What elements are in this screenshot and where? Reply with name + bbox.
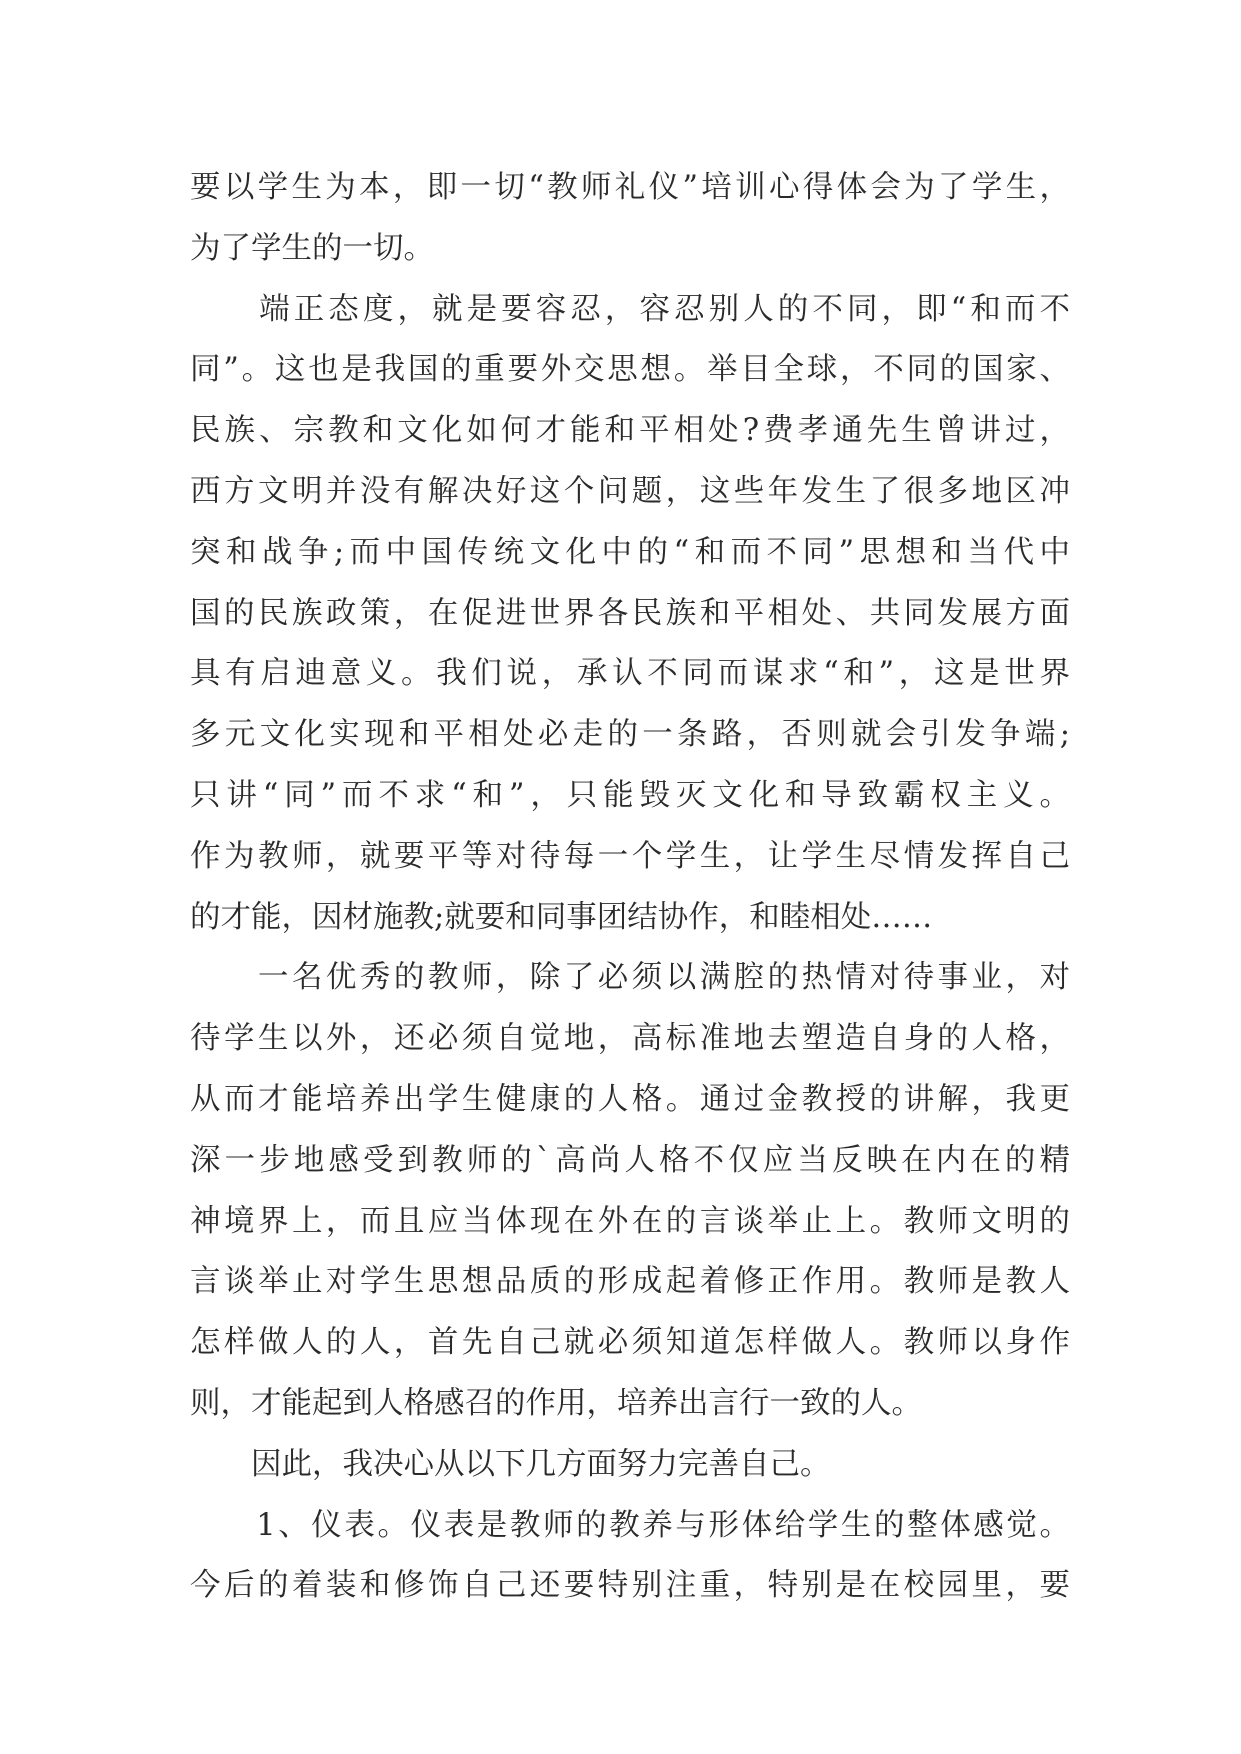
text-line: 突和战争;而中国传统文化中的“和而不同”思想和当代中 xyxy=(190,534,1070,570)
text-line: 同”。这也是我国的重要外交思想。举目全球，不同的国家、 xyxy=(190,352,1070,388)
text-line: 多元文化实现和平相处必走的一条路，否则就会引发争端; xyxy=(190,717,1070,753)
text-line: 国的民族政策，在促进世界各民族和平相处、共同发展方面 xyxy=(190,595,1070,631)
text-line: 西方文明并没有解决好这个问题，这些年发生了很多地区冲 xyxy=(190,473,1070,509)
text-line: 神境界上，而且应当体现在外在的言谈举止上。教师文明的 xyxy=(190,1203,1070,1239)
text-line: 今后的着装和修饰自己还要特别注重，特别是在校园里，要 xyxy=(190,1568,1070,1604)
text-line: 为了学生的一切。 xyxy=(190,230,434,266)
text-line: 则，才能起到人格感召的作用，培养出言行一致的人。 xyxy=(190,1385,922,1421)
text-line: 民族、宗教和文化如何才能和平相处?费孝通先生曾讲过， xyxy=(190,413,1070,449)
text-line: 因此，我决心从以下几方面努力完善自己。 xyxy=(190,1446,831,1482)
text-line: 从而才能培养出学生健康的人格。通过金教授的讲解，我更 xyxy=(190,1081,1070,1117)
text-line: 的才能，因材施教;就要和同事团结协作，和睦相处…… xyxy=(190,899,933,935)
text-line: 要以学生为本，即一切“教师礼仪”培训心得体会为了学生， xyxy=(190,170,1070,205)
document-body xyxy=(190,158,1070,1617)
text-line: 具有启迪意义。我们说，承认不同而谋求“和”，这是世界 xyxy=(190,656,1070,692)
text-line: 1、仪表。仪表是教师的教养与形体给学生的整体感觉。 xyxy=(190,1507,1070,1543)
text-line: 待学生以外，还必须自觉地，高标准地去塑造自身的人格， xyxy=(190,1021,1070,1057)
text-line: 言谈举止对学生思想品质的形成起着修正作用。教师是教人 xyxy=(190,1264,1070,1300)
text-line: 一名优秀的教师，除了必须以满腔的热情对待事业，对 xyxy=(190,960,1070,996)
text-line: 只讲“同”而不求“和”，只能毁灭文化和导致霸权主义。 xyxy=(190,777,1070,813)
text-line: 端正态度，就是要容忍，容忍别人的不同，即“和而不 xyxy=(190,291,1070,327)
text-line: 深一步地感受到教师的`高尚人格不仅应当反映在内在的精 xyxy=(190,1142,1070,1178)
text-line: 作为教师，就要平等对待每一个学生，让学生尽情发挥自己 xyxy=(190,838,1070,874)
text-line: 怎样做人的人，首先自己就必须知道怎样做人。教师以身作 xyxy=(190,1325,1070,1361)
